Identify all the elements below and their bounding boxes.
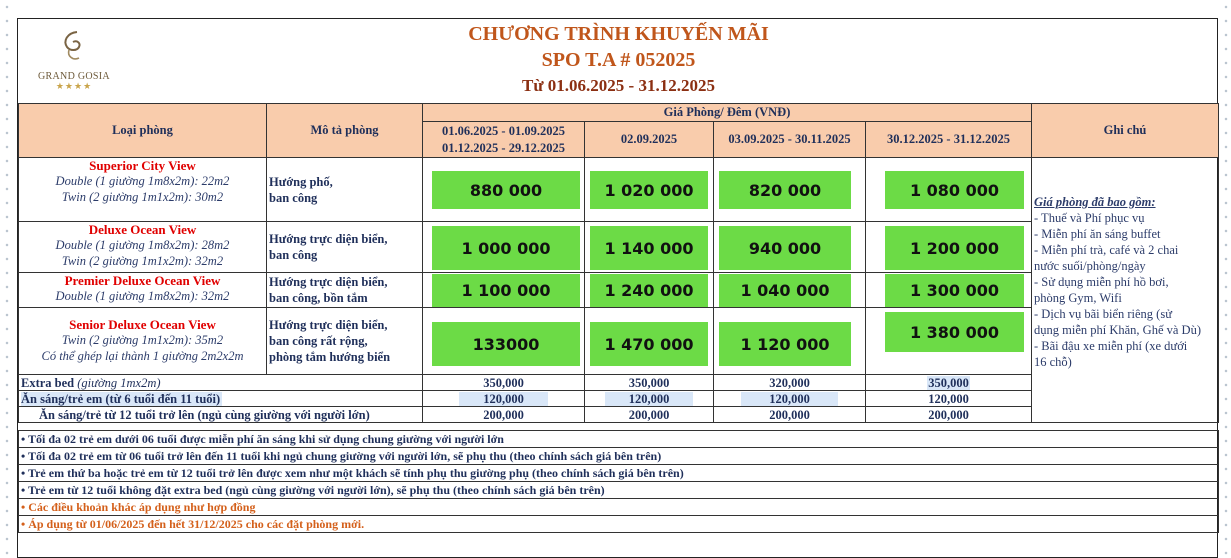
- extra-bed-p4: [865, 374, 1032, 391]
- room-name: Deluxe Ocean View: [88, 222, 197, 237]
- room-detail: Twin (2 giường 1m1x2m): 32m2: [61, 254, 224, 268]
- extra-bed-p2: 350,000: [584, 374, 714, 391]
- room-detail: Double (1 giường 1m8x2m): 28m2: [55, 238, 230, 252]
- header-room-desc: Mô tả phòng: [266, 103, 423, 158]
- notes-item: - Miễn phí ăn sáng buffet: [1034, 227, 1161, 241]
- notes-item: 16 chỗ): [1034, 355, 1072, 369]
- price-superior-p1: 880 000: [432, 171, 580, 209]
- notes-item: dụng miễn phí Khăn, Ghế và Dù): [1034, 323, 1201, 337]
- price-senior-p2: 1 470 000: [590, 322, 708, 366]
- notes-item: - Bãi đậu xe miễn phí (xe dưới: [1034, 339, 1188, 353]
- desc-line: Hướng trực diện biển,: [269, 232, 388, 246]
- desc-line: ban công, bồn tắm: [269, 291, 368, 305]
- price-senior-p3: 1 120 000: [719, 322, 851, 366]
- child-breakfast-p3-value: 120,000: [741, 392, 838, 406]
- price-premier-p3: 1 040 000: [719, 274, 851, 307]
- footnote-validity: • Áp dụng từ 01/06/2025 đến hết 31/12/2025 cho các đặt phòng mới.: [18, 515, 1219, 533]
- room-desc-deluxe: [266, 221, 423, 273]
- header-price-group: Giá Phòng/ Đêm (VNĐ): [422, 103, 1032, 122]
- page-edge-right: [1221, 0, 1231, 558]
- child-breakfast-label-text: Ăn sáng/trẻ em (từ 6 tuổi đến 11 tuổi): [21, 392, 221, 406]
- price-senior-p1: 133000: [432, 322, 580, 366]
- extra-bed-label-note: (giường 1mx2m): [77, 376, 161, 390]
- period-1-line2: 01.12.2025 - 29.12.2025: [442, 140, 565, 155]
- child-breakfast-p4: 120,000: [865, 390, 1032, 407]
- footnote-terms: • Các điều khoản khác áp dụng như hợp đồng: [18, 498, 1219, 516]
- child-breakfast-p2-value: 120,000: [605, 392, 694, 406]
- notes-title: Giá phòng đã bao gồm:: [1034, 195, 1156, 209]
- page-edge-left: [0, 0, 14, 558]
- price-deluxe-p2: 1 140 000: [590, 226, 708, 270]
- logo-name: GRAND GOSIA: [38, 71, 110, 82]
- extra-bed-label: [18, 374, 423, 391]
- child-breakfast-p2: [584, 390, 714, 407]
- notes-item: - Miễn phí trà, café và 2 chai: [1034, 243, 1179, 257]
- room-name: Senior Deluxe Ocean View: [69, 317, 216, 332]
- room-desc-superior: [266, 157, 423, 222]
- price-deluxe-p4: 1 200 000: [885, 226, 1024, 270]
- footnote: • Tối đa 02 trẻ em dưới 06 tuổi được miễn phí ăn sáng khi sử dụng chung giường với người lớn: [18, 430, 1219, 448]
- desc-line: phòng tắm hướng biển: [269, 350, 391, 364]
- price-superior-p4: 1 080 000: [885, 171, 1024, 209]
- desc-line: ban công: [269, 190, 318, 205]
- teen-breakfast-p3: 200,000: [713, 406, 866, 423]
- footnote: • Trẻ em thứ ba hoặc trẻ em từ 12 tuổi trở lên được xem như một khách sẽ tính phụ thu giường phụ (theo chính sách giá bên trên): [18, 464, 1219, 482]
- header-period-3: 03.09.2025 - 30.11.2025: [713, 121, 866, 158]
- footnote: • Trẻ em từ 12 tuổi không đặt extra bed (ngủ cùng giường với người lớn), sẽ phụ thu (theo chính sách giá bên trên): [18, 481, 1219, 499]
- room-detail: Double (1 giường 1m8x2m): 32m2: [55, 289, 230, 303]
- header-room-type: Loại phòng: [18, 103, 267, 158]
- room-row-deluxe: [18, 221, 267, 273]
- footnote: • Tối đa 02 trẻ em từ 06 tuổi trở lên đến 11 tuổi khi ngủ chung giường với người lớn, sẽ phụ thu (theo chính sách giá bên trên): [18, 447, 1219, 465]
- room-row-premier: [18, 272, 267, 308]
- notes-item: - Sử dụng miễn phí hồ bơi,: [1034, 275, 1169, 289]
- price-senior-p4: 1 380 000: [885, 312, 1024, 352]
- room-desc-senior: [266, 307, 423, 375]
- extra-bed-p4-value: 350,000: [928, 376, 969, 390]
- header-period-4: 30.12.2025 - 31.12.2025: [865, 121, 1032, 158]
- room-row-senior: [18, 307, 267, 375]
- extra-bed-p1: 350,000: [422, 374, 585, 391]
- extra-bed-label-main: Extra bed: [21, 376, 75, 390]
- room-row-superior: [18, 157, 267, 222]
- desc-line: Hướng phố,: [269, 174, 333, 189]
- price-premier-p4: 1 300 000: [885, 274, 1024, 307]
- desc-line: ban công: [269, 248, 318, 262]
- price-deluxe-p1: 1 000 000: [432, 226, 580, 270]
- child-breakfast-p1-value: 120,000: [459, 392, 548, 406]
- room-detail: Double (1 giường 1m8x2m): 22m2: [55, 174, 230, 188]
- teen-breakfast-p4: 200,000: [865, 406, 1032, 423]
- price-superior-p3: 820 000: [719, 171, 851, 209]
- child-breakfast-p3: [713, 390, 866, 407]
- teen-breakfast-p1: 200,000: [422, 406, 585, 423]
- promo-code: SPO T.A # 052025: [541, 49, 696, 71]
- room-detail: Twin (2 giường 1m1x2m): 30m2: [61, 190, 224, 204]
- notes-item: phòng Gym, Wifi: [1034, 291, 1122, 305]
- room-name: Superior City View: [89, 158, 196, 173]
- extra-bed-p3: 320,000: [713, 374, 866, 391]
- desc-line: ban công rất rộng,: [269, 334, 368, 348]
- room-desc-premier: [266, 272, 423, 308]
- notes-item: - Dịch vụ bãi biển riêng (sử: [1034, 307, 1172, 321]
- room-name: Premier Deluxe Ocean View: [64, 273, 221, 288]
- child-breakfast-p1: [422, 390, 585, 407]
- price-superior-p2: 1 020 000: [590, 171, 708, 209]
- notes-item: - Thuế và Phí phục vụ: [1034, 211, 1145, 225]
- header-period-1: [422, 121, 585, 158]
- notes-item: nước suối/phòng/ngày: [1034, 259, 1146, 273]
- price-premier-p2: 1 240 000: [590, 274, 708, 307]
- child-breakfast-label: [18, 390, 423, 407]
- room-detail: Twin (2 giường 1m1x2m): 35m2: [61, 333, 224, 347]
- desc-line: Hướng trực diện biển,: [269, 275, 388, 289]
- promotion-sheet: [17, 18, 1218, 558]
- desc-line: Hướng trực diện biển,: [269, 318, 388, 332]
- period-1-line1: 01.06.2025 - 01.09.2025: [442, 123, 565, 138]
- price-premier-p1: 1 100 000: [432, 274, 580, 307]
- logo-stars: ★★★★: [55, 81, 93, 91]
- price-deluxe-p3: 940 000: [719, 226, 851, 270]
- teen-breakfast-p2: 200,000: [584, 406, 714, 423]
- header-period-2: 02.09.2025: [584, 121, 714, 158]
- notes-cell: [1031, 157, 1219, 423]
- room-detail: Có thể ghép lại thành 1 giường 2m2x2m: [41, 349, 244, 363]
- promo-period: Từ 01.06.2025 - 31.12.2025: [522, 76, 715, 95]
- promo-title: CHƯƠNG TRÌNH KHUYẾN MÃI: [468, 23, 769, 45]
- teen-breakfast-label: Ăn sáng/trẻ từ 12 tuổi trở lên (ngủ cùng giường với người lớn): [18, 406, 423, 423]
- header-notes: Ghi chú: [1031, 103, 1219, 158]
